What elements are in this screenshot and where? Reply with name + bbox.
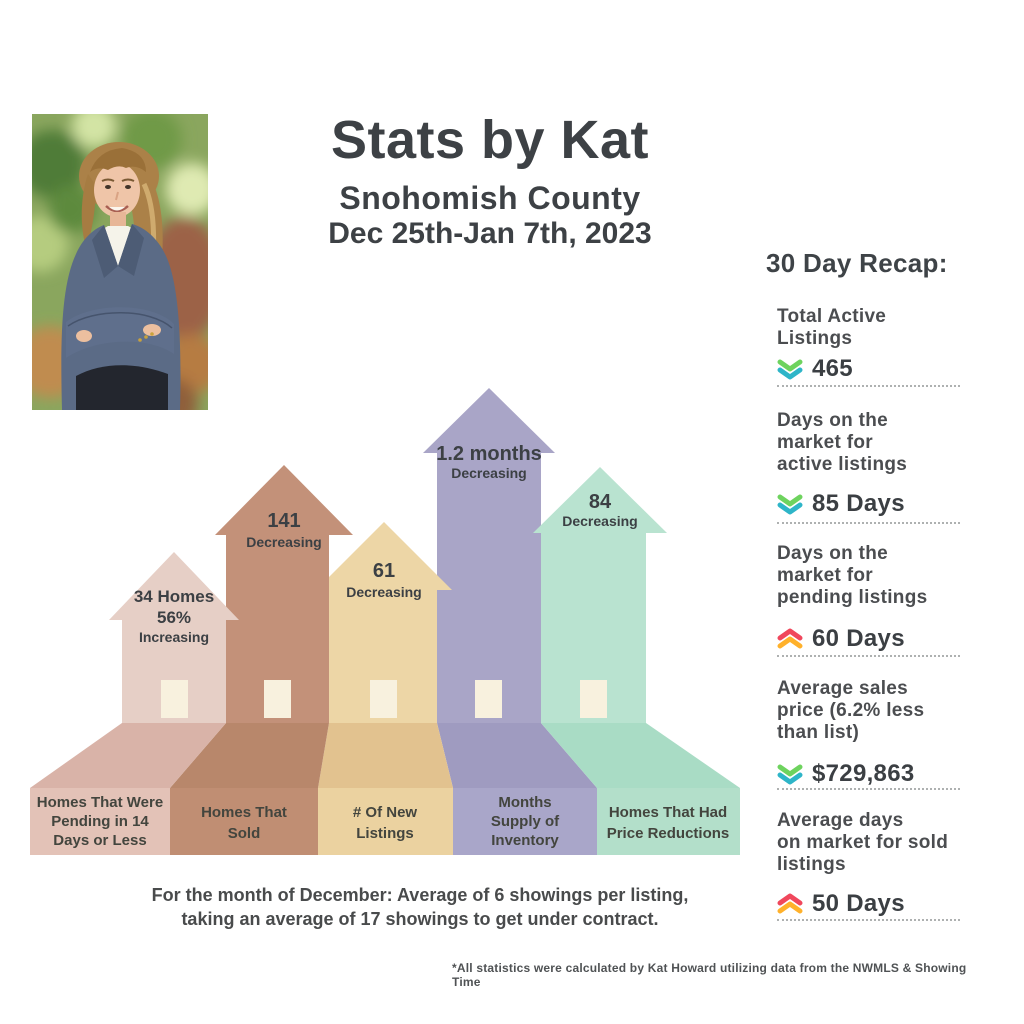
house-window xyxy=(264,680,291,718)
house-direction: Decreasing xyxy=(562,513,638,529)
recap-item-value: 465 xyxy=(812,355,853,382)
header xyxy=(230,112,750,250)
double-chevron-up-icon xyxy=(777,893,803,915)
house-value: 1.2 months xyxy=(436,443,542,465)
house-value: 34 Homes xyxy=(133,587,215,606)
house-window xyxy=(370,680,397,718)
recap-item-days-market-pending xyxy=(777,543,982,652)
showings-note xyxy=(120,883,720,931)
recap-item-average-days-sold xyxy=(777,810,982,917)
double-chevron-up-icon xyxy=(777,628,803,650)
recap-item-average-sales-price xyxy=(777,678,982,787)
recap-item-label: Average days on market for sold listings xyxy=(777,810,949,875)
house-label: Days or Less xyxy=(53,832,147,849)
house-arrow-chart xyxy=(0,380,760,870)
page-subtitle: Snohomish County xyxy=(339,180,641,216)
dotted-divider xyxy=(777,522,960,524)
double-chevron-down-icon xyxy=(777,358,803,380)
double-chevron-down-icon xyxy=(777,763,803,785)
house-window xyxy=(161,680,188,718)
house-window xyxy=(580,680,607,718)
recap-item-label: Total Active Listings xyxy=(777,306,887,349)
recap-item-value-row xyxy=(777,760,915,788)
house-direction: Decreasing xyxy=(451,465,527,481)
recap-item-value-row xyxy=(777,625,905,653)
house-label: Inventory xyxy=(491,832,559,849)
recap-item-value: $729,863 xyxy=(812,760,915,787)
house-label: # Of New xyxy=(352,804,418,821)
double-chevron-down-icon xyxy=(777,493,803,515)
recap-item-label: Average sales price (6.2% less than list) xyxy=(777,678,925,743)
recap-heading: 30 Day Recap: xyxy=(766,248,948,278)
house-label: Homes That xyxy=(201,804,287,821)
page-title: Stats by Kat xyxy=(330,110,650,170)
dotted-divider xyxy=(777,788,960,790)
house-label: Price Reductions xyxy=(606,825,730,842)
recap-sidebar xyxy=(762,248,997,948)
house-label: Homes That Had xyxy=(608,804,728,821)
recap-item-value: 60 Days xyxy=(812,625,905,652)
house-value: 56% xyxy=(156,608,192,627)
recap-item-value-row xyxy=(777,490,905,518)
dotted-divider xyxy=(777,655,960,657)
house-label: Pending in 14 xyxy=(51,813,149,830)
house-window xyxy=(475,680,502,718)
house-value: 61 xyxy=(372,560,396,582)
house-value: 84 xyxy=(588,491,612,513)
house-label: Supply of xyxy=(490,813,560,830)
recap-item-label: Days on the market for pending listings xyxy=(777,543,928,608)
house-direction: Decreasing xyxy=(246,534,322,550)
house-label: Homes That Were xyxy=(36,794,164,811)
kat-portrait-photo xyxy=(32,114,208,410)
house-direction: Decreasing xyxy=(346,584,422,600)
showings-note-line1: For the month of December: Average of 6 showings per listing, xyxy=(151,885,689,905)
recap-item-total-active-listings xyxy=(777,306,982,382)
recap-item-value: 85 Days xyxy=(812,490,905,517)
house-label: Listings xyxy=(356,825,414,842)
recap-item-value-row xyxy=(777,355,853,383)
recap-item-label: Days on the market for active listings xyxy=(777,410,908,475)
recap-item-value: 50 Days xyxy=(812,890,905,917)
house-direction: Increasing xyxy=(138,629,210,645)
recap-item-days-market-active xyxy=(777,410,982,517)
house-label: Months xyxy=(498,794,552,811)
house-value: 141 xyxy=(267,510,301,532)
footnote: *All statistics were calculated by Kat Howard utilizing data from the NWMLS & Showing Time xyxy=(452,961,967,989)
showings-note-line2: taking an average of 17 showings to get under contract. xyxy=(181,909,659,929)
house-label: Sold xyxy=(227,825,261,842)
dotted-divider xyxy=(777,385,960,387)
dotted-divider xyxy=(777,919,960,921)
date-range: Dec 25th-Jan 7th, 2023 xyxy=(328,217,652,250)
house-arrow-new-listings xyxy=(316,522,453,855)
recap-item-value-row xyxy=(777,890,905,918)
